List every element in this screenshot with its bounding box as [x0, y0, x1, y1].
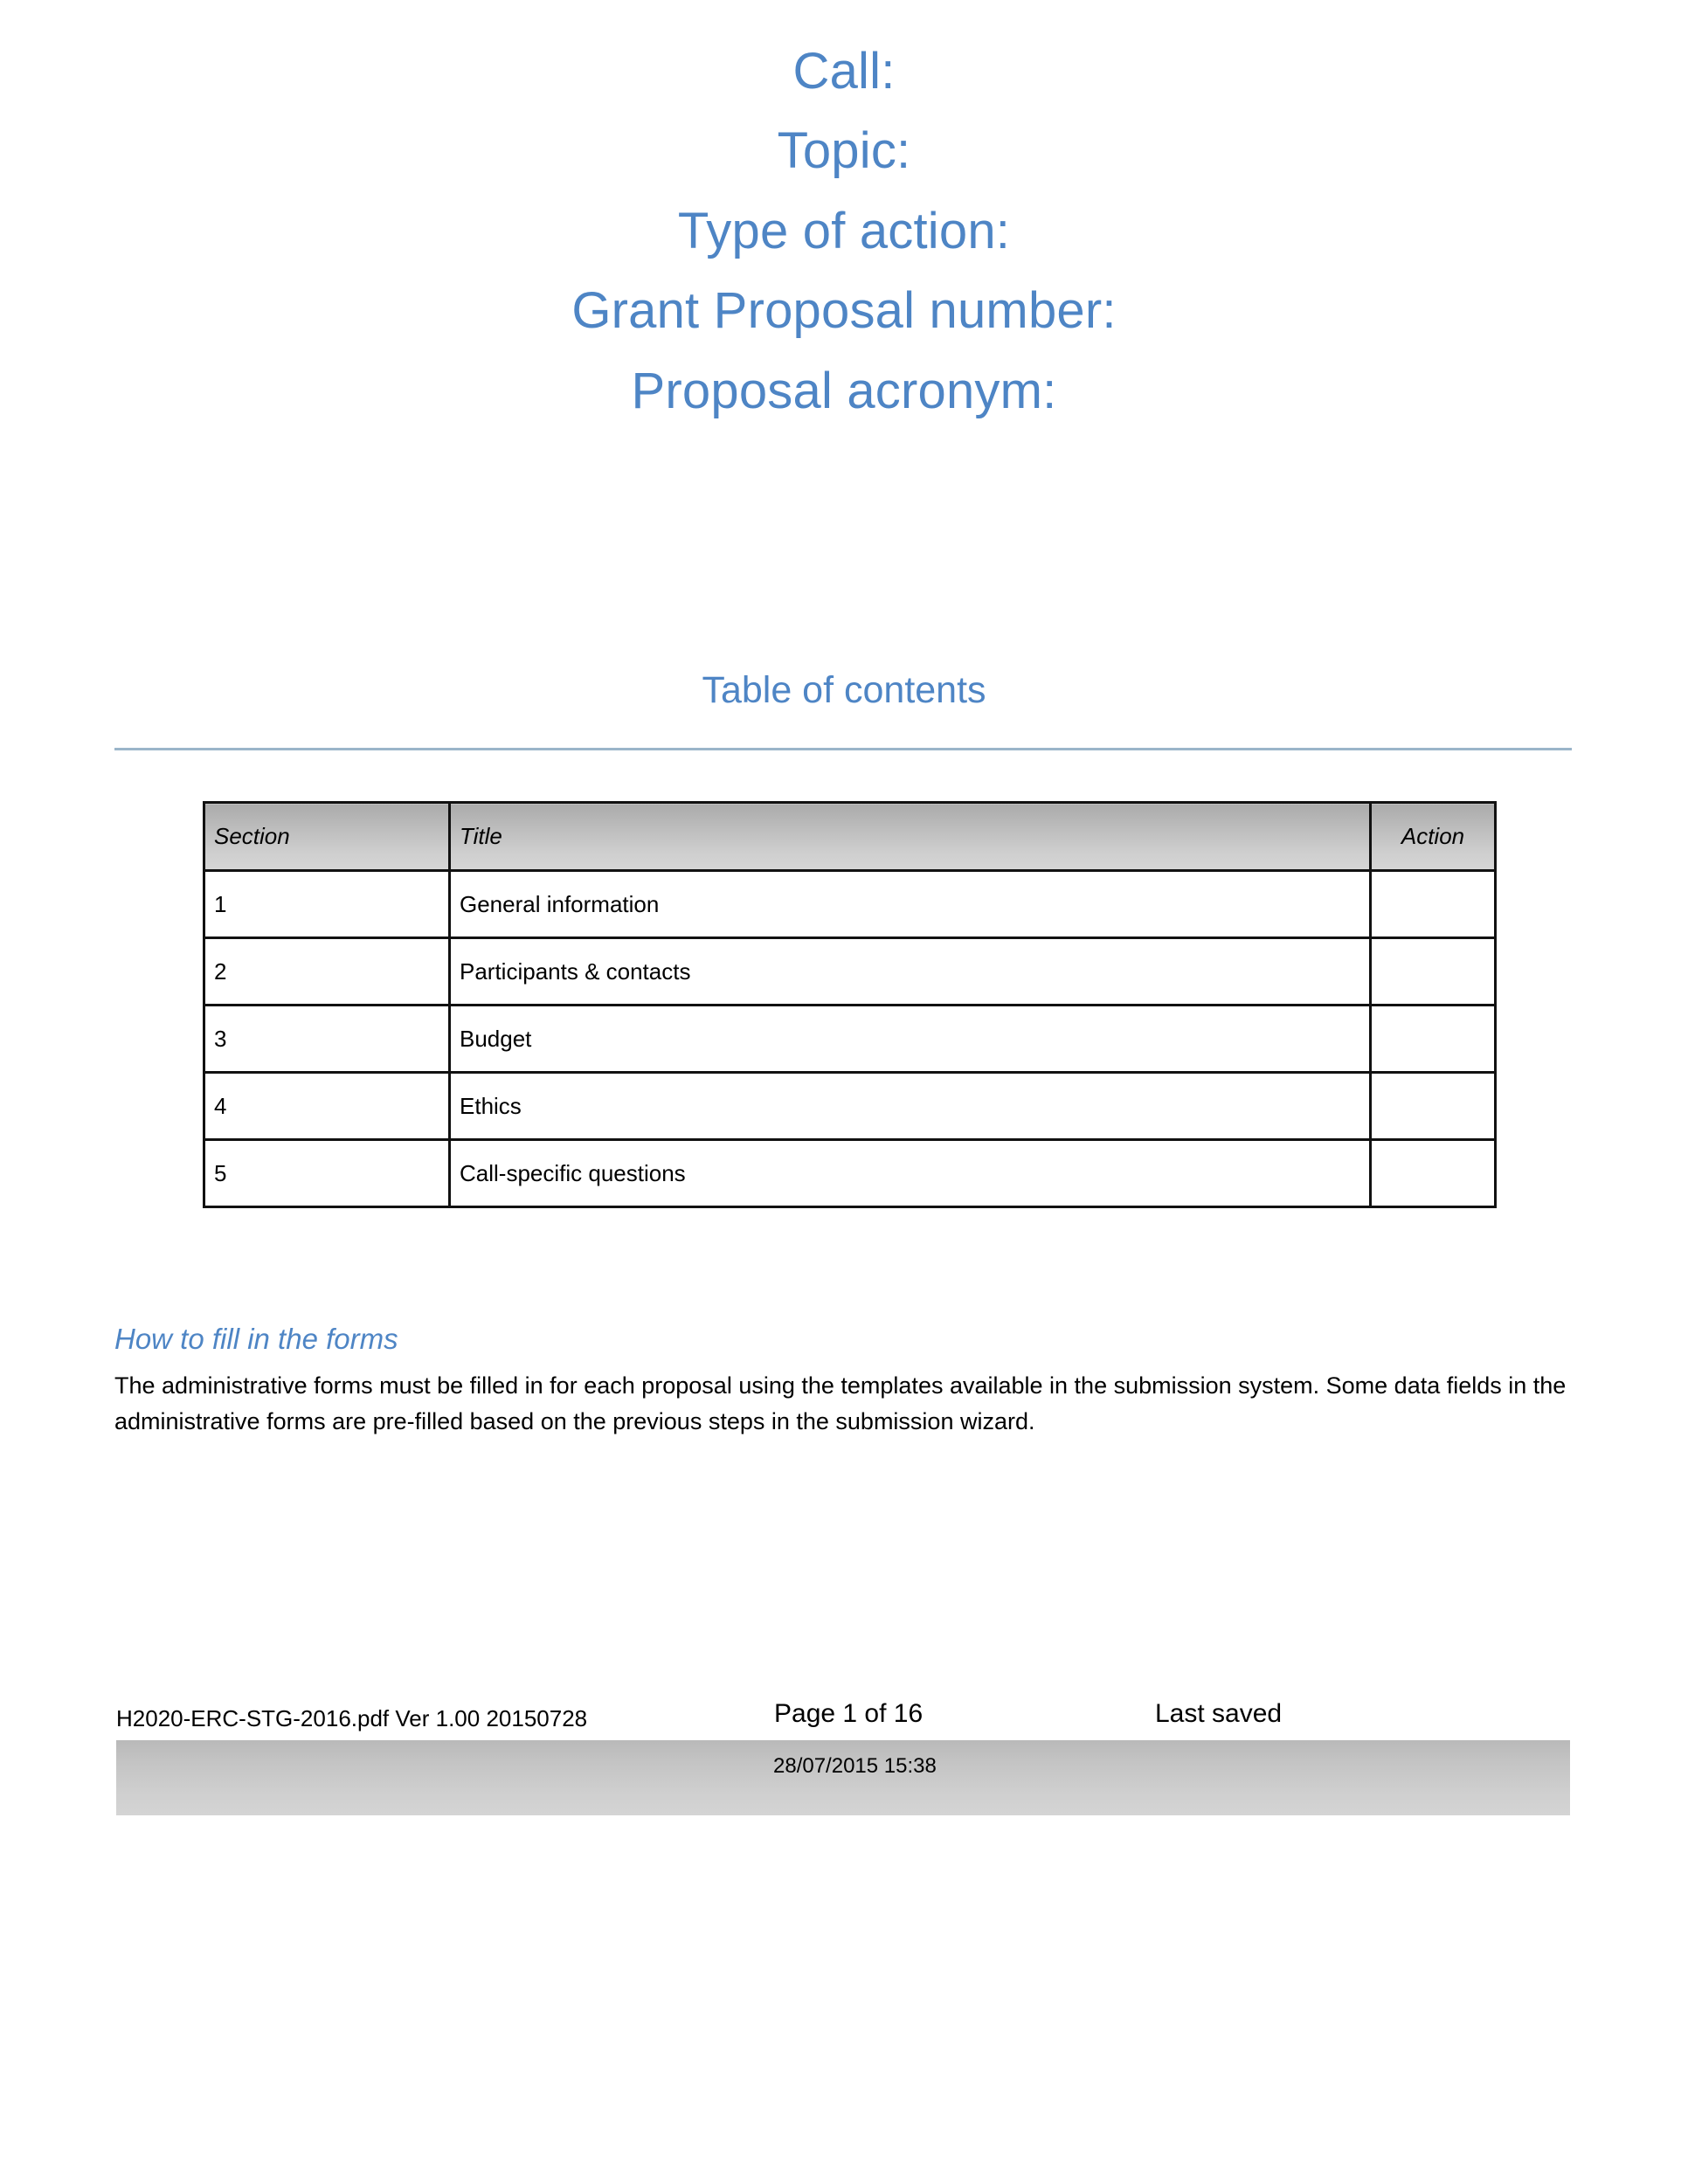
table-row: [204, 871, 1496, 938]
cell-action[interactable]: [1371, 1073, 1496, 1140]
table-row: [204, 1006, 1496, 1073]
footer-last-saved-label: Last saved: [1155, 1699, 1283, 1728]
how-to-fill-paragraph: The administrative forms must be filled in for each proposal using the templates available in the submission system. Some data fields in the administrative forms are pre-filled based on the previous steps in the submission wizard.: [114, 1372, 1567, 1435]
footer-file-version: H2020-ERC-STG-2016.pdf Ver 1.00 20150728: [116, 1705, 588, 1731]
table-body: [204, 871, 1496, 1207]
cell-title[interactable]: Call-specific questions: [450, 1140, 1371, 1207]
cell-title[interactable]: Budget: [450, 1006, 1371, 1073]
table-head: [204, 803, 1496, 871]
table-of-contents-table-wrapper: [203, 801, 1494, 1208]
page-title-call: Call:: [792, 43, 896, 100]
cell-title[interactable]: General information: [450, 871, 1371, 938]
table-of-contents-heading: Table of contents: [702, 669, 986, 711]
cell-section: 5: [204, 1140, 450, 1207]
how-to-fill-heading: How to fill in the forms: [114, 1323, 398, 1355]
footer-last-saved-date: 28/07/2015 15:38: [773, 1754, 937, 1778]
table-header-row: [204, 803, 1496, 871]
cell-section: 2: [204, 938, 450, 1006]
cell-title[interactable]: Participants & contacts: [450, 938, 1371, 1006]
table-of-contents-table: [203, 801, 1497, 1208]
table-row: [204, 1140, 1496, 1207]
page-title-grant-proposal-number: Grant Proposal number:: [571, 282, 1117, 340]
table-row: [204, 938, 1496, 1006]
cell-action[interactable]: [1371, 1140, 1496, 1207]
column-header-action: Action: [1371, 803, 1496, 871]
document-title-block: [0, 38, 1688, 424]
column-header-title: Title: [450, 803, 1371, 871]
heading-divider: [114, 748, 1572, 750]
column-header-section: Section: [204, 803, 450, 871]
cell-title[interactable]: Ethics: [450, 1073, 1371, 1140]
cell-section: 4: [204, 1073, 450, 1140]
cell-section: 3: [204, 1006, 450, 1073]
table-row: [204, 1073, 1496, 1140]
cell-action[interactable]: [1371, 871, 1496, 938]
cell-action[interactable]: [1371, 938, 1496, 1006]
cell-action[interactable]: [1371, 1006, 1496, 1073]
page-title-topic: Topic:: [777, 122, 911, 180]
page-title-proposal-acronym: Proposal acronym:: [631, 362, 1057, 419]
footer-page-number: Page 1 of 16: [774, 1699, 924, 1728]
cell-section: 1: [204, 871, 450, 938]
page-title-type-of-action: Type of action:: [677, 202, 1011, 259]
